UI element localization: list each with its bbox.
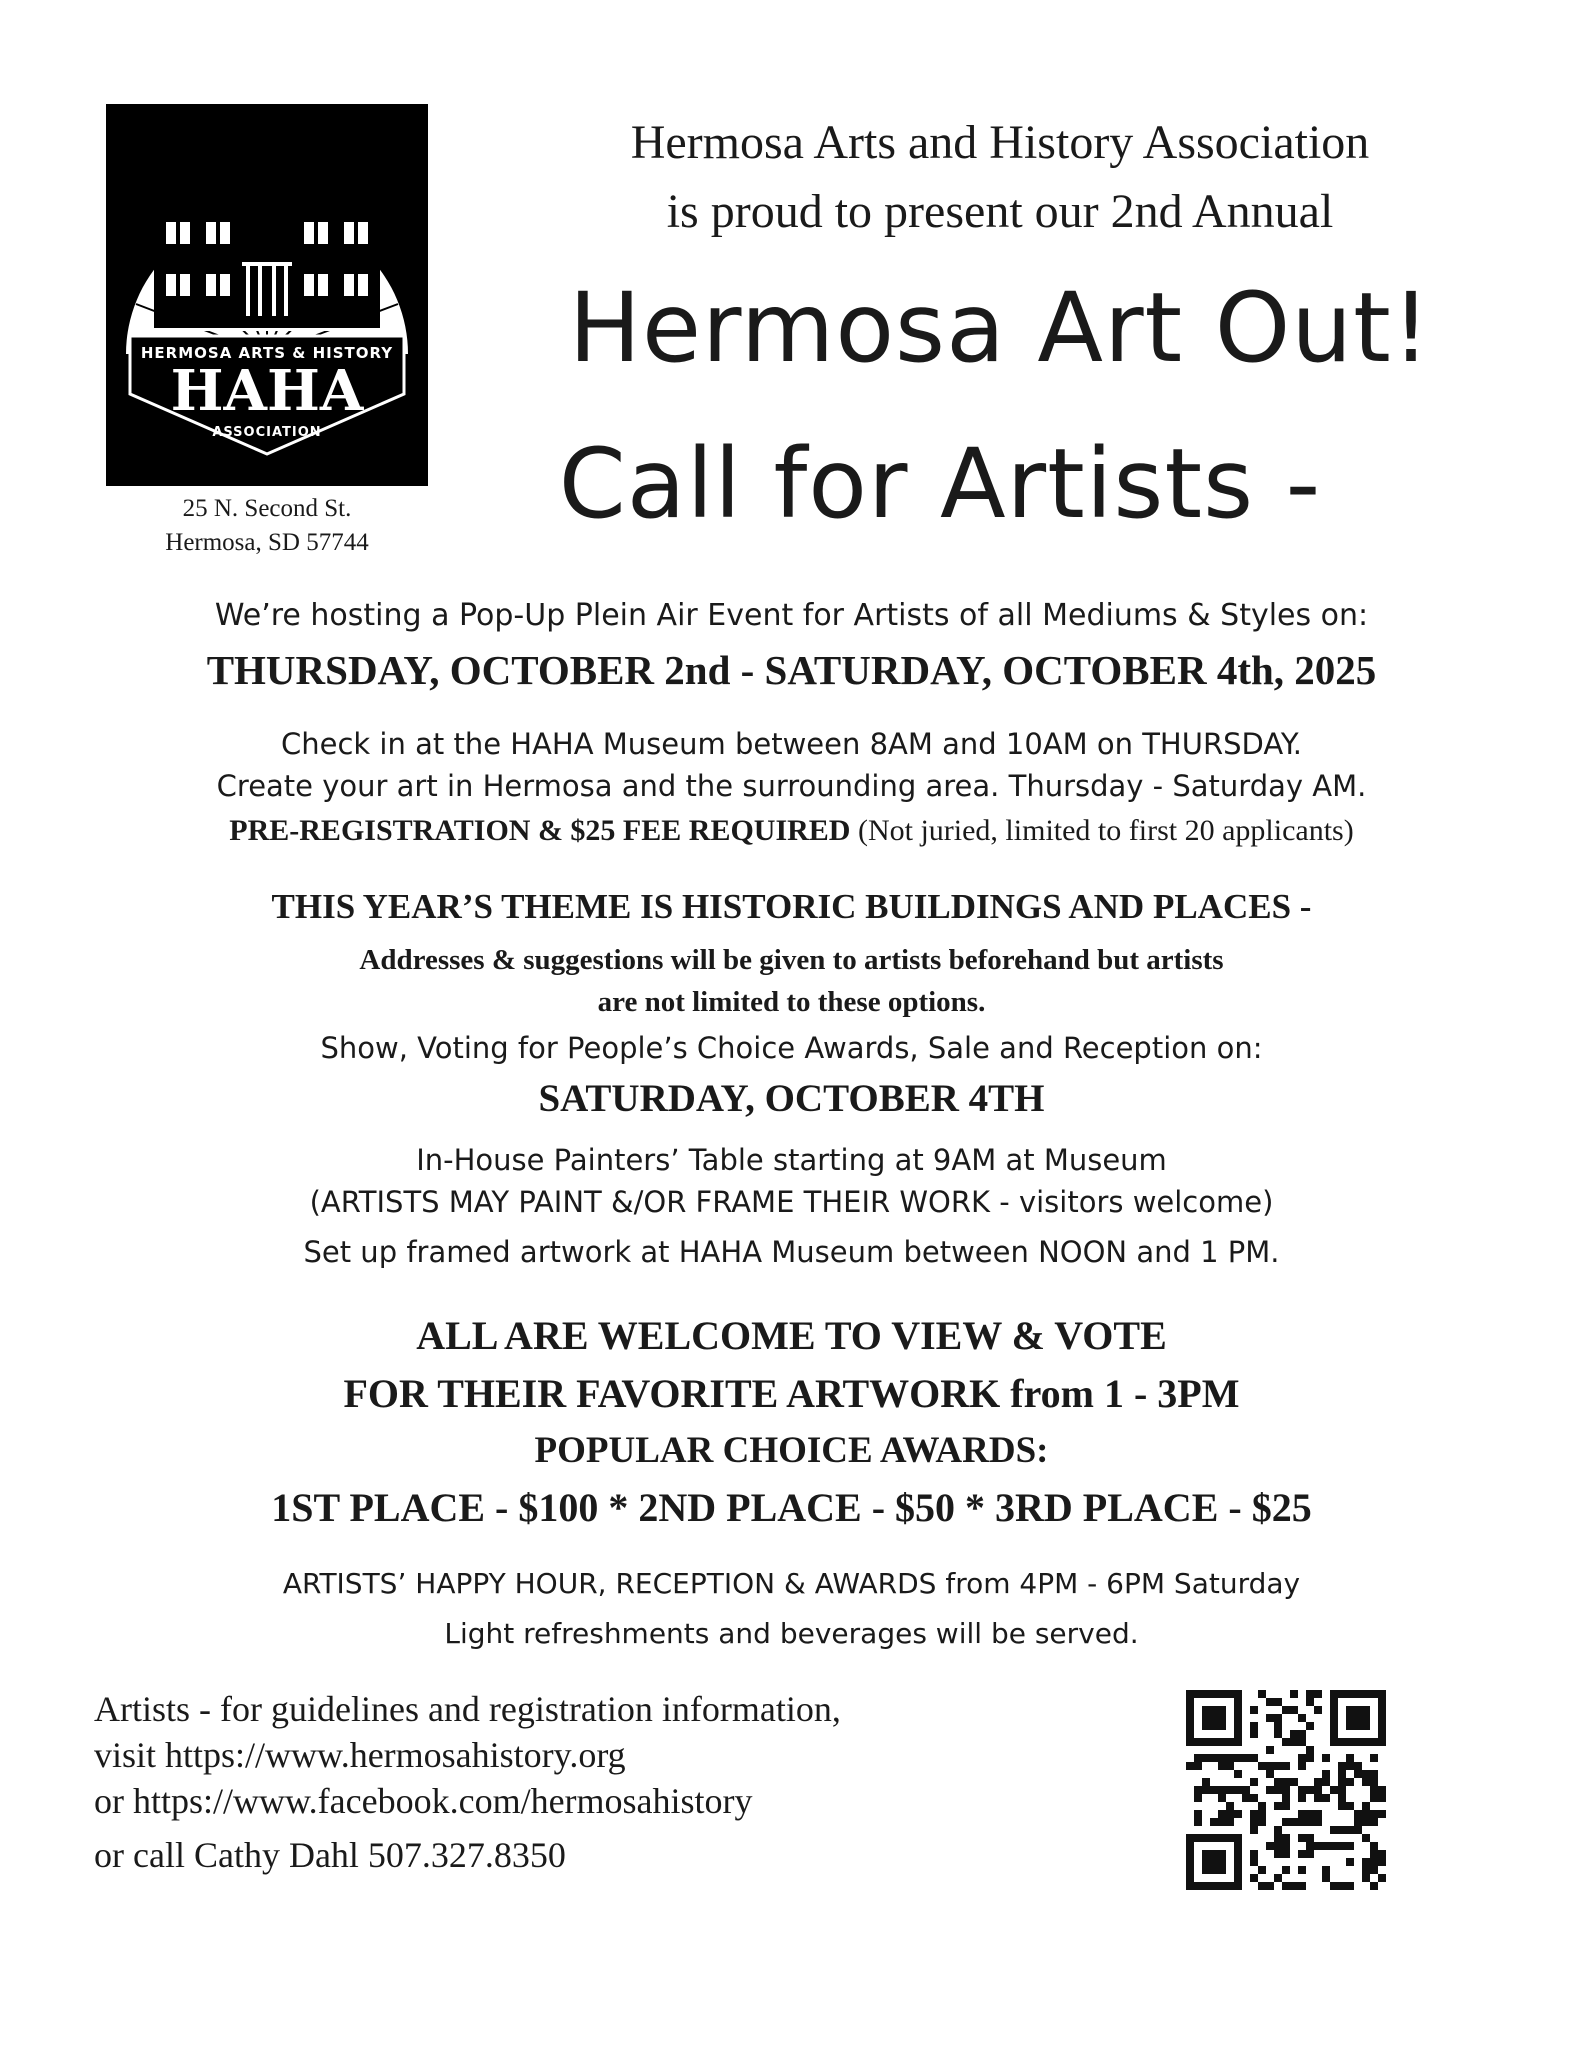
setup-line: Set up framed artwork at HAHA Museum between NOON and 1 PM.	[303, 1235, 1280, 1269]
theme-line-1: Addresses & suggestions will be given to artists beforehand but artists	[359, 944, 1224, 976]
logo-letters: HAHA	[170, 358, 364, 424]
haha-logo	[106, 104, 428, 486]
address-street: 25 N. Second St.	[182, 495, 352, 522]
table-line: In-House Painters’ Table starting at 9AM at Museum	[416, 1143, 1167, 1177]
event-dates: THURSDAY, OCTOBER 2nd - SATURDAY, OCTOBER 4th, 2025	[206, 647, 1377, 693]
intro-line-2: is proud to present our 2nd Annual	[666, 185, 1334, 238]
qr-code-icon[interactable]	[1186, 1690, 1386, 1890]
awards-prizes: 1ST PLACE - $100 * 2ND PLACE - $50 * 3RD PLACE - $25	[271, 1485, 1312, 1530]
prereg-line	[40, 810, 1543, 852]
address-block	[106, 492, 428, 560]
prereg-bold: PRE-REGISTRATION & $25 FEE REQUIRED	[229, 814, 851, 847]
qr-code-graphic	[1186, 1690, 1386, 1890]
building-logo-icon	[106, 104, 428, 486]
contact-line-1: Artists - for guidelines and registration information,	[94, 1689, 841, 1729]
contact-line-3[interactable]: or https://www.facebook.com/hermosahistory	[94, 1781, 753, 1821]
awards-heading: POPULAR CHOICE AWARDS:	[534, 1430, 1049, 1471]
intro-text	[450, 108, 1550, 246]
happy-hour-line: ARTISTS’ HAPPY HOUR, RECEPTION & AWARDS from 4PM - 6PM Saturday	[282, 1567, 1301, 1600]
refreshments-line: Light refreshments and beverages will be served.	[444, 1617, 1139, 1650]
logo-line-bottom: ASSOCIATION	[212, 425, 322, 440]
contact-block	[94, 1686, 1154, 1878]
address-city: Hermosa, SD 57744	[165, 529, 369, 556]
show-line: Show, Voting for People’s Choice Awards, Sale and Reception on:	[320, 1031, 1263, 1065]
page-subtitle: Call for Artists -	[558, 428, 1322, 540]
paint-line: (ARTISTS MAY PAINT &/OR FRAME THEIR WORK - visitors welcome)	[309, 1185, 1274, 1219]
page-title: Hermosa Art Out!	[568, 272, 1432, 384]
theme-heading: THIS YEAR’S THEME IS HISTORIC BUILDINGS AND PLACES -	[271, 887, 1312, 926]
show-date: SATURDAY, OCTOBER 4TH	[538, 1077, 1045, 1120]
contact-line-2[interactable]: visit https://www.hermosahistory.org	[94, 1735, 626, 1775]
prereg-note: (Not juried, limited to first 20 applicants)	[857, 814, 1354, 847]
logo-line-top: HERMOSA ARTS & HISTORY	[140, 344, 394, 362]
checkin-line: Check in at the HAHA Museum between 8AM and 10AM on THURSDAY.	[281, 727, 1302, 761]
theme-line-2: are not limited to these options.	[597, 986, 986, 1018]
welcome-line-2: FOR THEIR FAVORITE ARTWORK from 1 - 3PM	[343, 1371, 1240, 1416]
create-line: Create your art in Hermosa and the surrounding area. Thursday - Saturday AM.	[216, 769, 1367, 803]
contact-line-4: or call Cathy Dahl 507.327.8350	[94, 1835, 566, 1875]
hosting-line: We’re hosting a Pop-Up Plein Air Event for Artists of all Mediums & Styles on:	[214, 598, 1369, 633]
intro-line-1: Hermosa Arts and History Association	[630, 116, 1370, 169]
welcome-line-1: ALL ARE WELCOME TO VIEW & VOTE	[416, 1313, 1167, 1358]
